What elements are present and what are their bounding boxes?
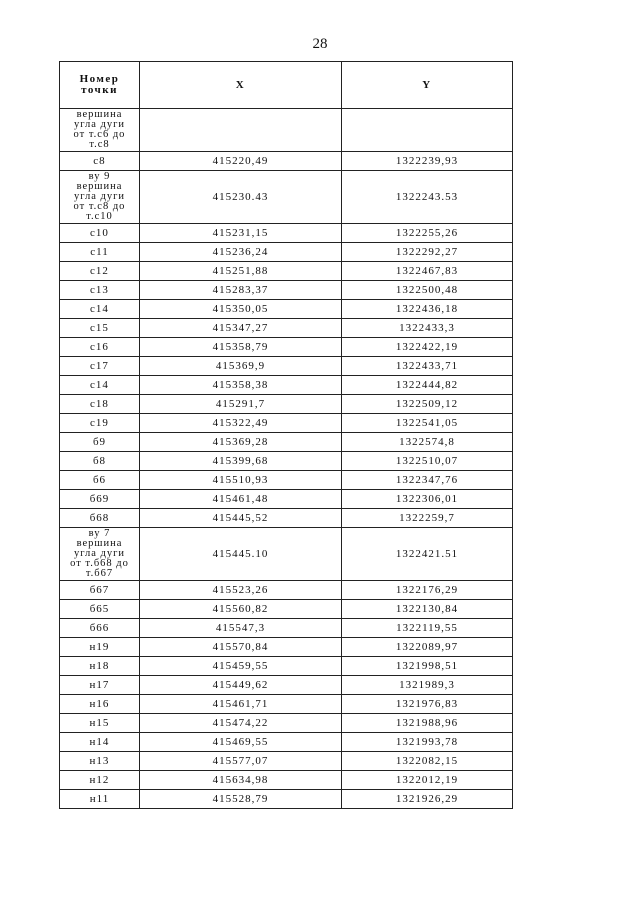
- table-row: [60, 490, 513, 509]
- point-number-text: б69: [89, 493, 110, 505]
- x-coordinate-cell: 415236,24: [140, 243, 342, 262]
- point-number-cell: [60, 581, 140, 600]
- point-number-cell: [60, 281, 140, 300]
- x-coordinate-cell: 415445.10: [140, 528, 342, 581]
- page-number: 28: [312, 36, 328, 52]
- point-number-text: н19: [89, 641, 110, 653]
- table-row: [60, 452, 513, 471]
- y-coordinate-cell: 1322444,82: [342, 376, 513, 395]
- y-coordinate-cell: 1322243.53: [342, 171, 513, 224]
- y-coordinate-cell: 1322119,55: [342, 619, 513, 638]
- point-number-text: б67: [89, 584, 110, 596]
- table-row: [60, 414, 513, 433]
- point-number-text: н11: [89, 793, 110, 805]
- table-row: [60, 357, 513, 376]
- table-row: [60, 376, 513, 395]
- header-point-line1: Номер: [79, 73, 120, 85]
- point-number-cell: [60, 490, 140, 509]
- point-number-text: вершина: [76, 538, 123, 549]
- x-coordinate-cell: 415322,49: [140, 414, 342, 433]
- x-coordinate-cell: 415634,98: [140, 771, 342, 790]
- point-number-cell: [60, 171, 140, 224]
- y-coordinate-cell: 1322082,15: [342, 752, 513, 771]
- y-coordinate-cell: 1321988,96: [342, 714, 513, 733]
- point-number-cell: [60, 600, 140, 619]
- y-coordinate-cell: 1322510,07: [342, 452, 513, 471]
- point-number-text: с11: [90, 246, 109, 258]
- point-number-cell: [60, 395, 140, 414]
- y-coordinate-cell: 1322292,27: [342, 243, 513, 262]
- point-number-cell: [60, 619, 140, 638]
- table-row: [60, 433, 513, 452]
- y-coordinate-cell: 1322509,12: [342, 395, 513, 414]
- x-coordinate-cell: 415570,84: [140, 638, 342, 657]
- coordinates-table: [59, 61, 513, 809]
- point-number-cell: [60, 771, 140, 790]
- y-coordinate-cell: 1322421.51: [342, 528, 513, 581]
- point-number-text: б65: [89, 603, 110, 615]
- x-coordinate-cell: 415445,52: [140, 509, 342, 528]
- table-row: [60, 676, 513, 695]
- point-number-cell: [60, 714, 140, 733]
- y-coordinate-cell: 1322089,97: [342, 638, 513, 657]
- point-number-text: с17: [90, 360, 109, 372]
- table-row: [60, 243, 513, 262]
- y-coordinate-cell: 1322259,7: [342, 509, 513, 528]
- point-number-cell: [60, 471, 140, 490]
- point-number-text: б8: [92, 455, 107, 467]
- point-number-text: ву 9: [88, 171, 111, 182]
- point-number-text: б66: [89, 622, 110, 634]
- x-coordinate-cell: 415547,3: [140, 619, 342, 638]
- point-number-text: с14: [90, 303, 109, 315]
- x-coordinate-cell: 415459,55: [140, 657, 342, 676]
- x-coordinate-cell: 415461,48: [140, 490, 342, 509]
- y-coordinate-cell: 1322541,05: [342, 414, 513, 433]
- y-coordinate-cell: 1322130,84: [342, 600, 513, 619]
- point-number-cell: [60, 528, 140, 581]
- table-row: [60, 733, 513, 752]
- point-number-text: вершина: [76, 109, 123, 120]
- table-row: [60, 224, 513, 243]
- point-number-text: б6: [92, 474, 107, 486]
- table-body: [60, 109, 513, 809]
- x-coordinate-cell: 415399,68: [140, 452, 342, 471]
- y-coordinate-cell: 1321993,78: [342, 733, 513, 752]
- x-coordinate-cell: 415369,9: [140, 357, 342, 376]
- y-coordinate-cell: [342, 109, 513, 152]
- table-row: [60, 638, 513, 657]
- point-number-text: с10: [90, 227, 109, 239]
- point-number-cell: [60, 357, 140, 376]
- x-coordinate-cell: 415283,37: [140, 281, 342, 300]
- table-row: [60, 790, 513, 809]
- x-coordinate-cell: 415461,71: [140, 695, 342, 714]
- point-number-text: от т.с8 до: [73, 201, 126, 212]
- y-coordinate-cell: 1322433,3: [342, 319, 513, 338]
- point-number-text: с19: [90, 417, 109, 429]
- point-number-text: с18: [90, 398, 109, 410]
- point-number-text: от т.б68 до: [70, 558, 129, 569]
- point-number-cell: [60, 414, 140, 433]
- point-number-text: угла дуги: [73, 119, 126, 130]
- point-number-cell: [60, 243, 140, 262]
- point-number-text: с12: [90, 265, 109, 277]
- point-number-text: т.с10: [86, 211, 113, 222]
- y-coordinate-cell: 1322433,71: [342, 357, 513, 376]
- y-coordinate-cell: 1321998,51: [342, 657, 513, 676]
- x-coordinate-cell: 415251,88: [140, 262, 342, 281]
- point-number-cell: [60, 638, 140, 657]
- table-row: [60, 695, 513, 714]
- point-number-cell: [60, 657, 140, 676]
- x-coordinate-cell: 415358,38: [140, 376, 342, 395]
- y-coordinate-cell: 1321989,3: [342, 676, 513, 695]
- y-coordinate-cell: 1321926,29: [342, 790, 513, 809]
- table-header: [60, 62, 513, 109]
- table-row: [60, 109, 513, 152]
- table-row: [60, 471, 513, 490]
- point-number-cell: [60, 376, 140, 395]
- point-number-text: н12: [89, 774, 110, 786]
- table-row: [60, 657, 513, 676]
- table-row: [60, 152, 513, 171]
- point-number-cell: [60, 300, 140, 319]
- y-coordinate-cell: 1322012,19: [342, 771, 513, 790]
- table-row: [60, 171, 513, 224]
- point-number-text: т.с8: [89, 139, 110, 150]
- table-row: [60, 319, 513, 338]
- y-coordinate-cell: 1322239,93: [342, 152, 513, 171]
- point-number-cell: [60, 224, 140, 243]
- table-row: [60, 509, 513, 528]
- point-number-text: ву 7: [88, 528, 111, 539]
- point-number-text: угла дуги: [73, 191, 126, 202]
- table-row: [60, 752, 513, 771]
- table-row: [60, 600, 513, 619]
- point-number-text: н15: [89, 717, 110, 729]
- header-point-line2: точки: [81, 84, 118, 96]
- point-number-cell: [60, 109, 140, 152]
- point-number-text: б9: [92, 436, 107, 448]
- x-coordinate-cell: 415350,05: [140, 300, 342, 319]
- x-coordinate-cell: 415347,27: [140, 319, 342, 338]
- x-coordinate-cell: 415369,28: [140, 433, 342, 452]
- point-number-text: с13: [90, 284, 109, 296]
- table-row: [60, 395, 513, 414]
- table-row: [60, 281, 513, 300]
- y-coordinate-cell: 1322467,83: [342, 262, 513, 281]
- point-number-cell: [60, 152, 140, 171]
- x-coordinate-cell: 415560,82: [140, 600, 342, 619]
- point-number-cell: [60, 676, 140, 695]
- point-number-cell: [60, 262, 140, 281]
- point-number-text: с14: [90, 379, 109, 391]
- point-number-text: н13: [89, 755, 110, 767]
- header-point-number: [60, 62, 140, 109]
- point-number-cell: [60, 752, 140, 771]
- point-number-text: б68: [89, 512, 110, 524]
- y-coordinate-cell: 1322574,8: [342, 433, 513, 452]
- x-coordinate-cell: 415358,79: [140, 338, 342, 357]
- point-number-text: с8: [93, 155, 106, 167]
- table-row: [60, 300, 513, 319]
- point-number-cell: [60, 695, 140, 714]
- point-number-cell: [60, 319, 140, 338]
- table-row: [60, 528, 513, 581]
- table-row: [60, 619, 513, 638]
- x-coordinate-cell: 415231,15: [140, 224, 342, 243]
- x-coordinate-cell: 415510,93: [140, 471, 342, 490]
- x-coordinate-cell: 415220,49: [140, 152, 342, 171]
- table-row: [60, 581, 513, 600]
- point-number-text: н14: [89, 736, 110, 748]
- point-number-text: угла дуги: [73, 548, 126, 559]
- point-number-cell: [60, 733, 140, 752]
- y-coordinate-cell: 1322306,01: [342, 490, 513, 509]
- point-number-text: с16: [90, 341, 109, 353]
- x-coordinate-cell: 415528,79: [140, 790, 342, 809]
- table-row: [60, 338, 513, 357]
- y-coordinate-cell: 1322436,18: [342, 300, 513, 319]
- y-coordinate-cell: 1321976,83: [342, 695, 513, 714]
- x-coordinate-cell: 415291,7: [140, 395, 342, 414]
- header-y: Y: [342, 62, 513, 109]
- point-number-text: с15: [90, 322, 109, 334]
- y-coordinate-cell: 1322347,76: [342, 471, 513, 490]
- x-coordinate-cell: 415469,55: [140, 733, 342, 752]
- x-coordinate-cell: [140, 109, 342, 152]
- table-row: [60, 714, 513, 733]
- x-coordinate-cell: 415474,22: [140, 714, 342, 733]
- y-coordinate-cell: 1322176,29: [342, 581, 513, 600]
- point-number-cell: [60, 433, 140, 452]
- x-coordinate-cell: 415523,26: [140, 581, 342, 600]
- header-row: [60, 62, 513, 109]
- x-coordinate-cell: 415230.43: [140, 171, 342, 224]
- table-row: [60, 262, 513, 281]
- header-x: X: [140, 62, 342, 109]
- point-number-text: н17: [89, 679, 110, 691]
- table-row: [60, 771, 513, 790]
- point-number-cell: [60, 338, 140, 357]
- point-number-cell: [60, 790, 140, 809]
- point-number-text: н18: [89, 660, 110, 672]
- point-number-cell: [60, 509, 140, 528]
- point-number-text: н16: [89, 698, 110, 710]
- x-coordinate-cell: 415449,62: [140, 676, 342, 695]
- point-number-cell: [60, 452, 140, 471]
- point-number-text: т.б67: [85, 568, 114, 579]
- x-coordinate-cell: 415577,07: [140, 752, 342, 771]
- y-coordinate-cell: 1322255,26: [342, 224, 513, 243]
- y-coordinate-cell: 1322500,48: [342, 281, 513, 300]
- point-number-text: от т.с6 до: [73, 129, 126, 140]
- point-number-text: вершина: [76, 181, 123, 192]
- y-coordinate-cell: 1322422,19: [342, 338, 513, 357]
